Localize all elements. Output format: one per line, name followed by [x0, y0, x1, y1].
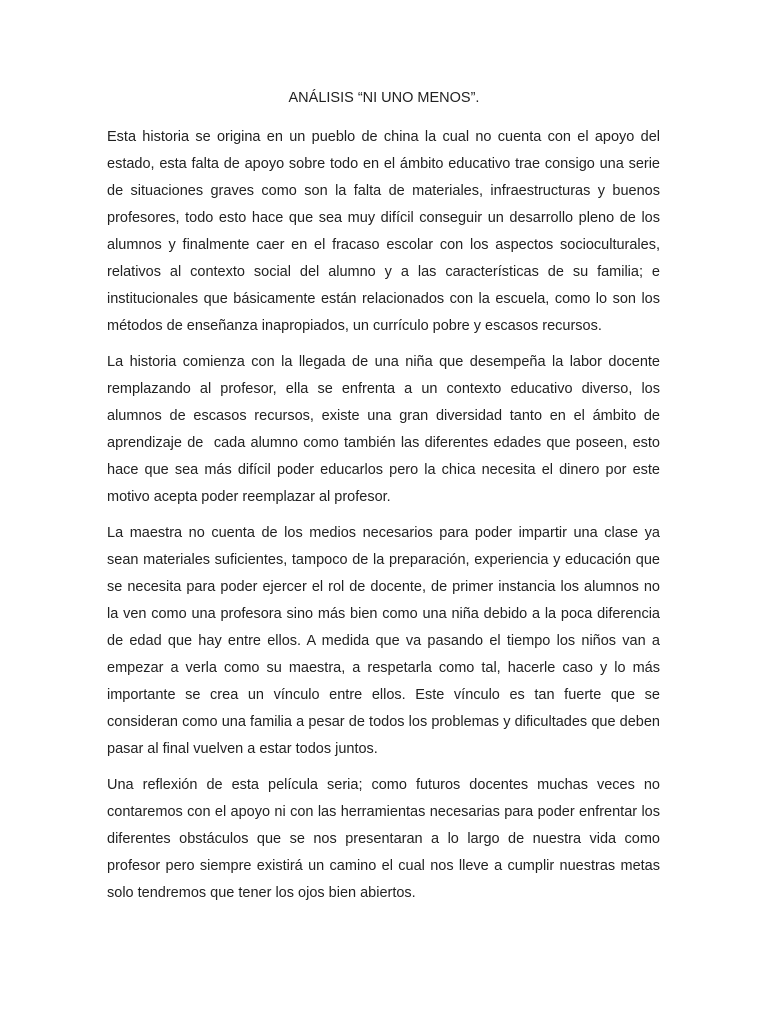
paragraph-1: Esta historia se origina en un pueblo de china la cual no cuenta con el apoyo del estado, esta falta de apoyo sobre todo en el ámbito educativo trae consigo una serie de situaciones graves como son la falta de materiales, infraestructuras y buenos profesores, todo esto hace que sea muy difícil conseguir un desarrollo pleno de los alumnos y finalmente caer en el fracaso escolar con los aspectos socioculturales, relativos al contexto social del alumno y a las características de su familia; e institucionales que básicamente están relacionados con la escuela, como lo son los métodos de enseñanza inapropiados, un currículo pobre y escasos recursos. — [107, 129, 665, 334]
paragraph-2: La historia comienza con la llegada de una niña que desempeña la labor docente remplazando al profesor, ella se enfrenta a un contexto educativo diverso, los alumnos de escasos recursos, existe una gran diversidad tanto en el ámbito de aprendizaje de cada alumno como también las diferentes edades que poseen, esto hace que sea más difícil poder educarlos pero la chica necesita el dinero por este motivo acepta poder reemplazar al profesor. — [107, 354, 665, 505]
document-body — [107, 124, 665, 916]
document-title: ANÁLISIS “NI UNO MENOS”. — [288, 90, 480, 106]
paragraph-3: La maestra no cuenta de los medios necesarios para poder impartir una clase ya sean materiales suficientes, tampoco de la preparación, experiencia y educación que se necesita para poder ejercer el rol de docente, de primer instancia los alumnos no la ven como una profesora sino más bien como una niña debido a la poca diferencia de edad que hay entre ellos. A medida que va pasando el tiempo los niños van a empezar a verla como su maestra, a respetarla como tal, hacerle caso y lo más importante se crea un vínculo entre ellos. Este vínculo es tan fuerte que se consideran como una familia a pesar de todos los problemas y dificultades que deben pasar al final vuelven a estar todos juntos. — [107, 525, 665, 757]
paragraph-4: Una reflexión de esta película seria; como futuros docentes muchas veces no contaremos con el apoyo ni con las herramientas necesarias para poder enfrentar los diferentes obstáculos que se nos presentaran a lo largo de nuestra vida como profesor pero siempre existirá un camino el cual nos lleve a cumplir nuestras metas solo tendremos que tener los ojos bien abiertos. — [107, 777, 665, 901]
